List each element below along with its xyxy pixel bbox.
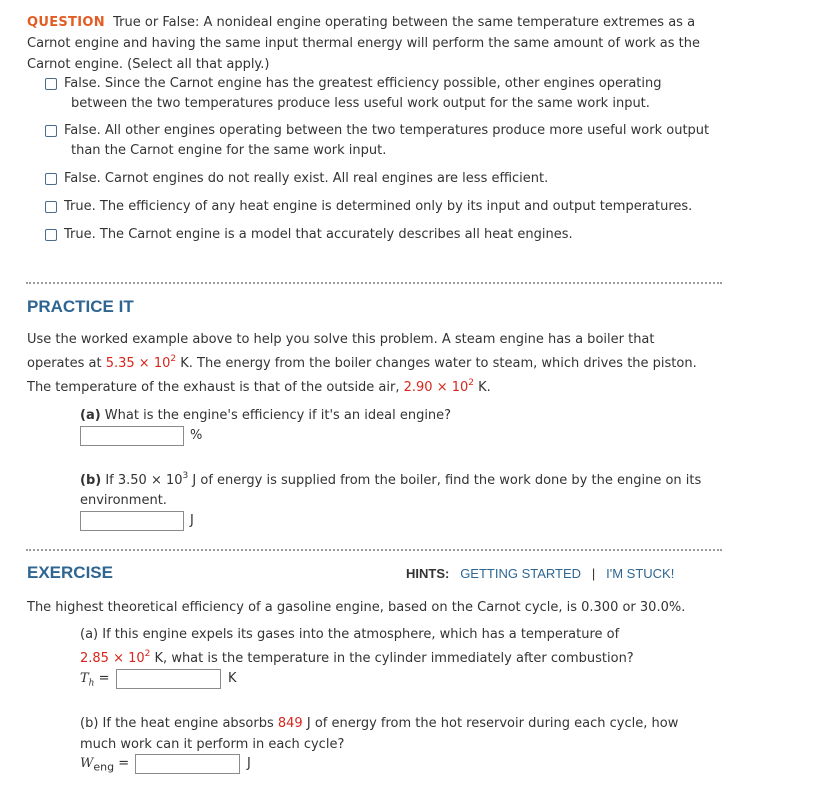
engine-work-unit: J [247, 756, 251, 771]
exercise-title: EXERCISE [27, 563, 113, 582]
th-subscript: h [88, 678, 95, 689]
im-stuck-link[interactable]: I'M STUCK! [606, 566, 675, 581]
practice-a-label: (a) [80, 408, 101, 423]
option-5-checkbox[interactable] [45, 229, 57, 241]
exercise-b-line1 [80, 716, 678, 731]
option-4-checkbox[interactable] [45, 201, 57, 213]
engine-work-input[interactable] [135, 754, 240, 774]
practice-p3b: K. [474, 380, 491, 395]
question-line1: True or False: A nonideal engine operating between the same temperature extremes as a [113, 15, 696, 30]
atmosphere-temp-exp: 2 [144, 649, 151, 659]
option-1-line1: False. Since the Carnot engine has the greatest efficiency possible, other engines operating [64, 76, 662, 91]
exercise-a-line1: (a) If this engine expels its gases into the atmosphere, which has a temperature of [80, 627, 620, 642]
exercise-b-line2: much work can it perform in each cycle? [80, 737, 345, 752]
getting-started-link[interactable]: GETTING STARTED [460, 566, 582, 581]
atmosphere-temp-mantissa: 2.85 × 10 [80, 651, 145, 666]
hot-temp-unit: K [228, 671, 237, 686]
hints-separator: | [591, 566, 596, 581]
practice-title: PRACTICE IT [27, 297, 134, 316]
practice-b-line2: environment. [80, 493, 167, 508]
exhaust-temp-mantissa: 2.90 × 10 [403, 380, 469, 395]
practice-b-question [80, 473, 701, 488]
exercise-a-line2b: K, what is the temperature in the cylinder immediately after combustion? [150, 651, 634, 666]
th-label [80, 671, 110, 689]
option-1-checkbox[interactable] [45, 78, 57, 90]
option-2-line1: False. All other engines operating between the two temperatures produce more useful work output [64, 123, 710, 138]
th-symbol: T [80, 671, 89, 686]
option-1-line2: between the two temperatures produce less useful work output for the same work input. [71, 96, 650, 111]
hot-temp-input[interactable] [116, 669, 221, 689]
practice-a-text: What is the engine's efficiency if it's an ideal engine? [100, 408, 452, 423]
th-equals: = [98, 671, 110, 686]
practice-b-text1: If 3.50 × 10 [101, 473, 183, 488]
weng-symbol: W [80, 756, 94, 771]
boiler-temp-exp: 2 [170, 354, 177, 364]
work-unit: J [190, 513, 194, 528]
practice-p3 [27, 380, 491, 395]
hints-label: HINTS: [406, 566, 450, 581]
exercise-a-line2 [80, 651, 634, 666]
exhaust-temp-value [404, 380, 474, 395]
efficiency-unit: % [190, 428, 203, 443]
option-2-line2: than the Carnot engine for the same work input. [71, 143, 387, 158]
boiler-temp-value [106, 356, 176, 371]
divider-2 [26, 549, 722, 551]
exercise-b-line1a: (b) If the heat engine absorbs [80, 716, 278, 731]
practice-p2a: operates at [27, 356, 106, 371]
exhaust-temp-exp: 2 [468, 378, 475, 388]
weng-subscript: eng [93, 760, 115, 774]
work-input[interactable] [80, 511, 184, 531]
practice-b-label: (b) [80, 473, 102, 488]
atmosphere-temp-value [80, 651, 150, 666]
practice-p2b: K. The energy from the boiler changes water to steam, which drives the piston. [176, 356, 697, 371]
absorbed-energy-value: 849 [277, 716, 303, 731]
hints-bar [406, 566, 674, 581]
practice-p2 [27, 356, 697, 371]
exercise-intro: The highest theoretical efficiency of a gasoline engine, based on the Carnot cycle, is 0.300 or 30.0%. [27, 600, 686, 615]
question-line3: Carnot engine. (Select all that apply.) [27, 57, 270, 72]
exercise-b-line1b: J of energy from the hot reservoir during each cycle, how [302, 716, 679, 731]
practice-b-exp: 3 [182, 471, 189, 481]
option-5-line1: True. The Carnot engine is a model that accurately describes all heat engines. [64, 227, 573, 242]
practice-p1: Use the worked example above to help you solve this problem. A steam engine has a boiler that [27, 332, 655, 347]
practice-b-text2: J of energy is supplied from the boiler, find the work done by the engine on its [188, 473, 702, 488]
efficiency-input[interactable] [80, 426, 184, 446]
divider-1 [26, 282, 722, 284]
question-line2: Carnot engine and having the same input thermal energy will perform the same amount of work as the [27, 36, 700, 51]
weng-equals: = [118, 756, 130, 771]
question-text-line1 [27, 15, 695, 30]
question-label: QUESTION [27, 15, 105, 30]
boiler-temp-mantissa: 5.35 × 10 [105, 356, 171, 371]
practice-a-question [80, 408, 451, 423]
weng-label [80, 756, 129, 774]
option-3-checkbox[interactable] [45, 173, 57, 185]
option-4-line1: True. The efficiency of any heat engine is determined only by its input and output temperatures. [64, 199, 693, 214]
option-3-line1: False. Carnot engines do not really exist. All real engines are less efficient. [64, 171, 549, 186]
option-2-checkbox[interactable] [45, 125, 57, 137]
practice-p3a: The temperature of the exhaust is that of the outside air, [27, 380, 404, 395]
